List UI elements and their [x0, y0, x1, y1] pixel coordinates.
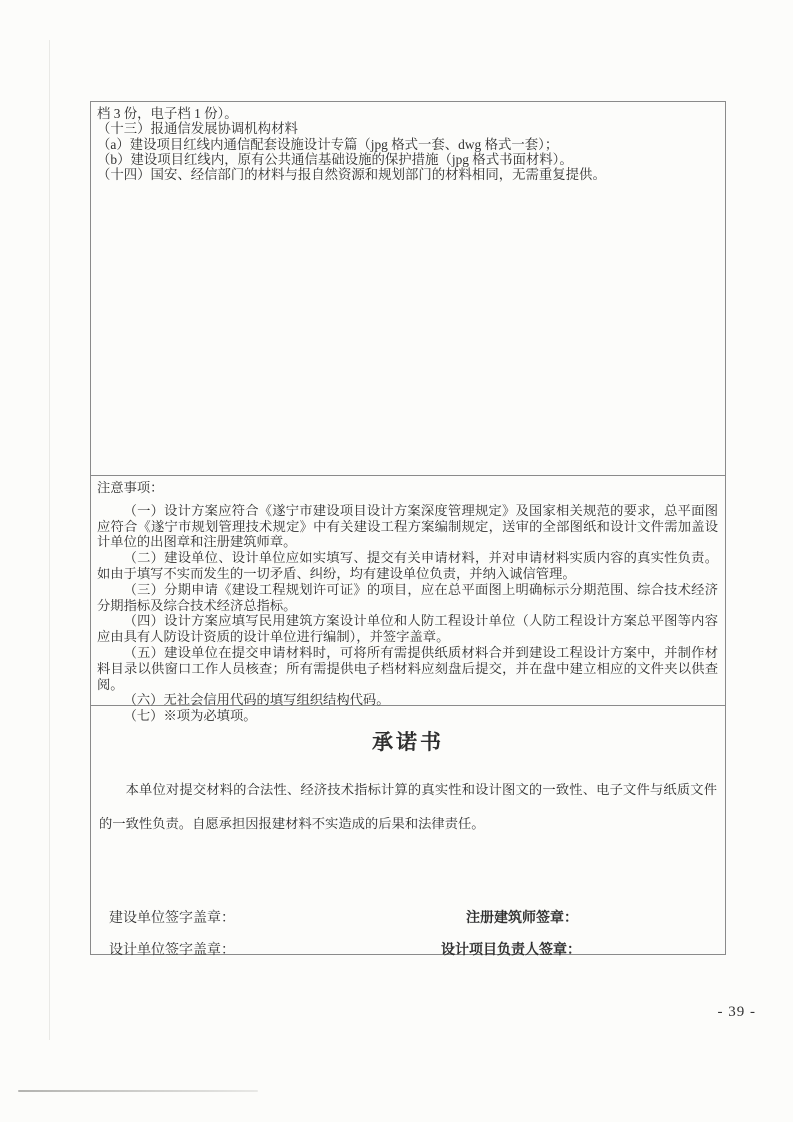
- commitment-body: 本单位对提交材料的合法性、经济技术指标计算的真实性和设计图文的一致性、电子文件与纸质文件的一致性负责。自愿承担因报建材料不实造成的后果和法律责任。: [99, 782, 717, 831]
- scan-smudge-artifact: [18, 1090, 258, 1092]
- signature-row-2: [91, 939, 725, 957]
- design-project-leader-signature-label: 设计项目负责人签章：: [441, 943, 581, 958]
- note-item-5: （五）建设单位在提交申请材料时，可将所有需提供纸质材料合并到建设工程设计方案中，并制作材料目录以供窗口工作人员核查；所有需提供电子档材料应刻盘后提交，并在盘中建立相应的文件夹以供查阅。: [97, 644, 718, 692]
- materials-list-section: [91, 102, 725, 476]
- page-number: - 39 -: [717, 1004, 756, 1020]
- construction-unit-signature-label: 建设单位签字盖章：: [109, 911, 235, 926]
- commitment-letter-section: [91, 706, 725, 958]
- notes-section: [91, 476, 725, 724]
- materials-line: （a）建设项目红线内通信配套设施设计专篇（jpg 格式一套、dwg 格式一套）；: [97, 136, 559, 152]
- note-item-4: （四）设计方案应填写民用建筑方案设计单位和人防工程设计单位（人防工程设计方案总平图等内容应由具有人防设计资质的设计单位进行编制），并签字盖章。: [97, 613, 718, 645]
- materials-line: 档 3 份，电子档 1 份）。: [97, 106, 238, 121]
- signature-row-1: [91, 907, 725, 925]
- note-item-6: （六）无社会信用代码的填写组织结构代码。: [123, 692, 390, 708]
- scan-edge-artifact: [49, 40, 50, 1040]
- design-unit-signature-label: 设计单位签字盖章：: [109, 943, 235, 958]
- notes-heading: 注意事项：: [97, 480, 164, 495]
- note-item-2: （二）建设单位、设计单位应如实填写、提交有关申请材料，并对申请材料实质内容的真实性负责。如由于填写不实而发生的一切矛盾、纠纷，均有建设单位负责，并纳入诚信管理。: [97, 550, 718, 581]
- document-table-frame: [90, 101, 726, 958]
- registered-architect-signature-label: 注册建筑师签章：: [466, 911, 578, 926]
- materials-line: （十四）国安、经信部门的材料与报自然资源和规划部门的材料相同，无需重复提供。: [97, 167, 606, 183]
- note-item-7: （七）※项为必填项。: [123, 708, 257, 724]
- commitment-title: 承诺书: [372, 730, 444, 754]
- note-item-1: （一）设计方案应符合《遂宁市建设项目设计方案深度管理规定》及国家相关规范的要求，总平面图应符合《遂宁市规划管理技术规定》中有关建设工程方案编制规定，送审的全部图纸和设计文件需加盖设计单位的出图章和注册建筑师章。: [97, 502, 718, 550]
- note-item-3: （三）分期申请《建设工程规划许可证》的项目，应在总平面图上明确标示分期范围、综合技术经济分期指标及综合技术经济总指标。: [97, 581, 718, 613]
- materials-line: （b）建设项目红线内，原有公共通信基础设施的保护措施（jpg 格式书面材料）。: [97, 151, 573, 167]
- materials-line: （十三）报通信发展协调机构材料: [97, 121, 298, 137]
